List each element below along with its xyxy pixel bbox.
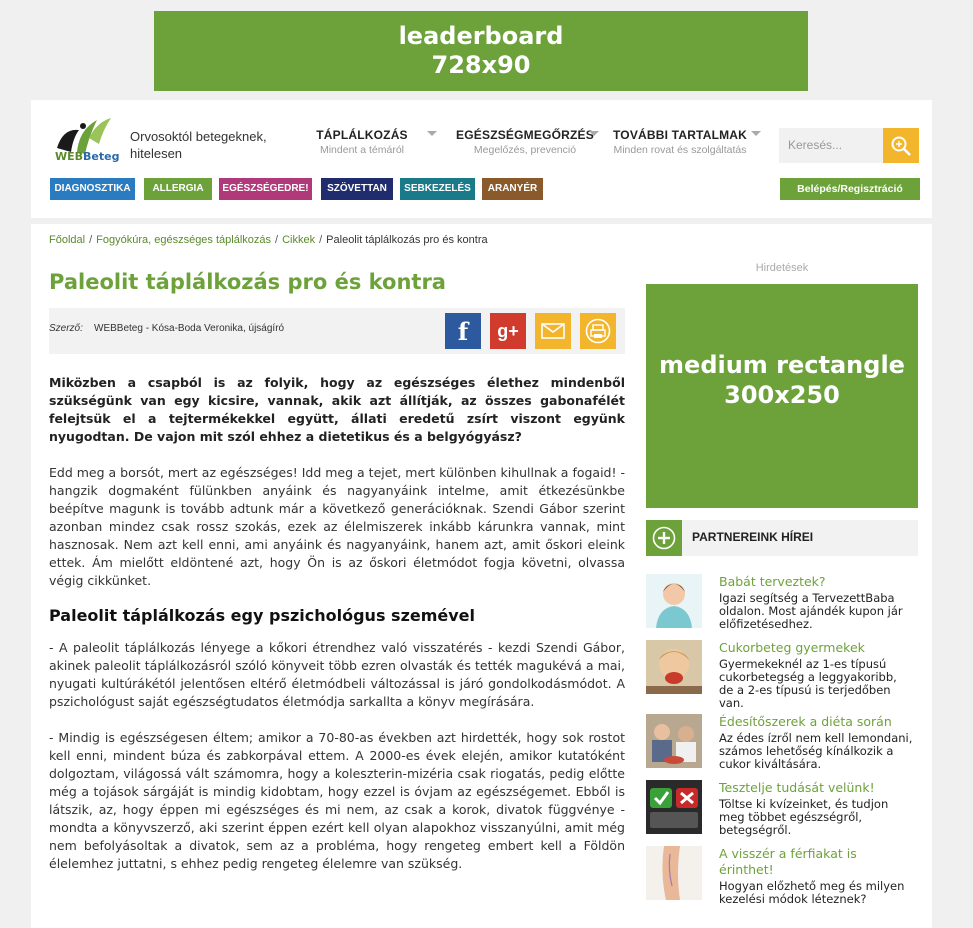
leaderboard-size: 728x90 xyxy=(431,51,531,79)
news-description: Hogyan előzhető meg és milyen kezelési módok léteznek? xyxy=(719,879,905,906)
partner-plus-button[interactable] xyxy=(646,520,682,556)
varicose-veins-thumbnail xyxy=(646,846,702,900)
tag-egeszsegedre[interactable]: EGÉSZSÉGEDRE! xyxy=(219,178,312,200)
logo-beteg-text: Beteg xyxy=(83,150,120,163)
rect-ad-label: medium rectangle xyxy=(659,351,905,379)
search-icon xyxy=(890,135,912,157)
chevron-down-icon[interactable] xyxy=(589,131,599,136)
tag-diagnosztika[interactable]: DIAGNOSZTIKA xyxy=(50,178,135,200)
article-byline xyxy=(49,308,625,354)
author-name: WEBBeteg - Kósa-Boda Veronika, újságíró xyxy=(94,323,285,334)
nav-subtitle: Minden rovat és szolgáltatás xyxy=(613,144,747,156)
chevron-down-icon[interactable] xyxy=(751,131,761,136)
email-share-button[interactable] xyxy=(535,313,571,349)
tag-szovettan[interactable]: SZÖVETTAN xyxy=(321,178,393,200)
nav-title: EGÉSZSÉGMEGŐRZÉS xyxy=(456,128,594,142)
plus-icon xyxy=(652,526,676,550)
news-title[interactable]: Babát terveztek? xyxy=(719,574,826,589)
news-title[interactable]: Cukorbeteg gyermekek xyxy=(719,640,865,655)
search-button[interactable] xyxy=(883,128,919,163)
breadcrumb-fooldal[interactable]: Főoldal xyxy=(49,234,86,246)
diabetic-child-thumbnail xyxy=(646,640,702,694)
nav-egeszsegmegorzes[interactable] xyxy=(455,128,595,156)
baby-planning-thumbnail xyxy=(646,574,702,628)
login-register-button[interactable]: Belépés/Regisztráció xyxy=(780,178,920,200)
tag-allergia[interactable]: ALLERGIA xyxy=(144,178,212,200)
article-paragraph: - Mindig is egészségesen éltem; amikor a 70-80-as években azt hirdették, hogy sok rostot kell enni, mindent búza és zabkorpával ettem. A 2000-es évek elején, amikor kutatóként dolgoztam, világossá vált számomra, hogy a koleszterin-mizéria csak riogatás, pedig előtte még a tojások sárgáját is mindig kidobtam, hogy ezzel is óvjam az egészségemet. Ebből is látszik, az, hogy éppen mi egészséges és mi nem, az csak a korok, divatok függvénye - mondta a könyvszerző, aki szerint éppen ezért kell olyan alapokhoz visszanyúlni, amit még nem befolyásoltak a divatok, sem az a probléma, hogy rengeteg embert kell a Földön élelemhez juttatni, s ehhez pedig rengeteg élelemre van szükség. xyxy=(49,730,625,871)
article-lead: Miközben a csapból is az folyik, hogy az egészséges élethez mindenből szükségünk van egy kicsire, vannak, akik azt állítják, az összes gabonafélét felejtsük el a tejtermékekkel együtt, állati eredetű zsírt viszont együnk nyugodtan. De vajon mit szól ehhez a dietetikus és a belgyógyász? xyxy=(49,375,625,444)
rect-ad-size: 300x250 xyxy=(724,381,840,409)
logo-wordmark[interactable] xyxy=(55,150,119,163)
breadcrumb-fogyokura[interactable]: Fogyókúra, egészséges táplálkozás xyxy=(96,234,272,246)
page-title: Paleolit táplálkozás pro és kontra xyxy=(49,270,446,294)
chevron-down-icon[interactable] xyxy=(427,131,437,136)
news-title[interactable]: A visszér a férfiakat is érinthet! xyxy=(719,846,857,877)
email-icon xyxy=(541,323,565,339)
main-content xyxy=(31,224,932,928)
nav-tovabbi-tartalmak[interactable] xyxy=(609,128,751,156)
ads-label: Hirdetések xyxy=(755,262,809,274)
google-plus-share-button[interactable] xyxy=(490,313,526,349)
site-tagline: Orvosoktól betegeknek, hitelesen xyxy=(130,129,267,161)
partner-news-header xyxy=(646,520,918,556)
site-header xyxy=(31,100,932,218)
breadcrumb-cikkek[interactable]: Cikkek xyxy=(282,234,316,246)
medium-rectangle-ad[interactable] xyxy=(646,284,918,508)
author-label: Szerző: xyxy=(49,323,83,334)
tag-aranyer[interactable]: ARANYÉR xyxy=(482,178,543,200)
nav-taplalkozas[interactable] xyxy=(307,128,417,156)
partner-news-title: PARTNEREINK HÍREI xyxy=(692,530,814,544)
article-paragraph: Edd meg a borsót, mert az egészséges! Idd meg a tejet, mert különben kihullnak a fogaid! - hangzik dogmaként fülünkben anyáink és nagyanyáink intelme, amit étkezésünkbe beépítve magunk is tovább adtunk már a következő generációknak. Szendi Gábor szerint azonban mindez csak rossz szokás, ezek az élelmiszerek inkább kárunkra vannak, mint hasznosak. Nem azt kell enni, ami anyáink és nagyanyáink, hanem azt, amit őskori eleink ettek. Ám mielőtt eldöntené azt, hogy Ön is az őskori életmódot fogja követni, olvassa végig cikkünket. xyxy=(49,465,625,588)
tag-sebkezeles[interactable]: SEBKEZELÉS xyxy=(400,178,475,200)
leaderboard-label: leaderboard xyxy=(398,22,564,50)
facebook-share-button[interactable] xyxy=(445,313,481,349)
news-description: Gyermekeknél az 1-es típusú cukorbetegség a leggyakoribb, de a 2-es típusú is terjedőben van. xyxy=(719,657,897,710)
news-description: Az édes ízről nem kell lemondani, számos lehetőség kínálkozik a cukor kiváltására. xyxy=(719,731,913,771)
breadcrumb: Főoldal / Fogyókúra, egészséges táplálkozás / Cikkek / Paleolit táplálkozás pro és kontra xyxy=(49,234,488,246)
search-input[interactable]: Keresés... xyxy=(779,128,883,163)
article-paragraph: - A paleolit táplálkozás lényege a kőkori étrendhez való visszatérés - kezdi Szendi Gábor, akinek paleolit táplálkozásról szóló könyveit több ezren olvasták és tették magukévá a mai, nyugati kultúrákétól jelentősen eltérő életmódbeli változással is járó gondolkodásmódot. A pszichológust saját egészségtudatos életmódja sarkallta a könyv megírására. xyxy=(49,640,625,709)
facebook-icon: f xyxy=(457,316,469,346)
nav-title: TÁPLÁLKOZÁS xyxy=(316,128,408,142)
print-button[interactable] xyxy=(580,313,616,349)
article xyxy=(49,270,625,873)
section-heading: Paleolit táplálkozás egy pszichológus szemével xyxy=(49,606,476,625)
news-title[interactable]: Tesztelje tudását velünk! xyxy=(719,780,875,795)
logo-web-text: WEB xyxy=(55,150,84,163)
news-description: Igazi segítség a TervezettBaba oldalon. Most ajándék kupon jár előfizetésedhez. xyxy=(719,591,903,631)
quiz-thumbnail xyxy=(646,780,702,834)
nav-subtitle: Mindent a témáról xyxy=(319,144,405,156)
sweeteners-thumbnail xyxy=(646,714,702,768)
nav-title: TOVÁBBI TARTALMAK xyxy=(612,128,748,142)
nav-subtitle: Megelőzés, prevenció xyxy=(473,144,577,156)
news-title[interactable]: Édesítőszerek a diéta során xyxy=(719,714,892,729)
leaderboard-ad[interactable] xyxy=(154,11,808,91)
google-plus-icon: g+ xyxy=(497,320,519,341)
breadcrumb-current: Paleolit táplálkozás pro és kontra xyxy=(326,234,488,246)
print-icon xyxy=(585,318,611,344)
news-description: Töltse ki kvízeinket, és tudjon meg többet egészségről, betegségről. xyxy=(719,797,889,837)
